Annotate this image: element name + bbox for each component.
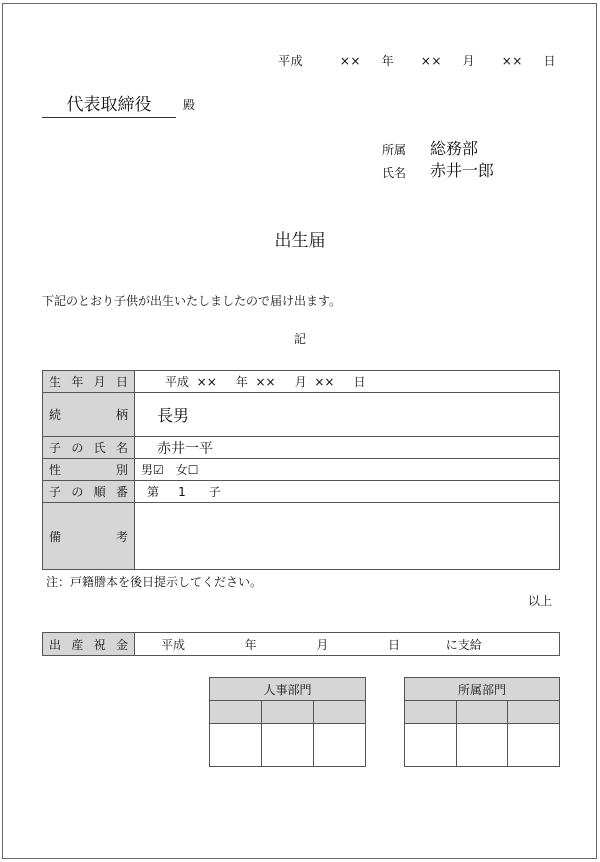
child-order-value: 第 1 子 (135, 481, 560, 503)
table-row (43, 503, 560, 570)
sex-value: 男☑ 女☐ (135, 459, 560, 481)
dept-stamp-subheader (405, 701, 457, 724)
date-day-unit: 日 (543, 54, 556, 68)
hr-stamp-subheader (314, 701, 366, 724)
table-row (43, 633, 560, 656)
hr-stamp-cell (210, 724, 262, 767)
date-year: ×× (339, 54, 361, 68)
intro-text: 下記のとおり子供が出生いたしましたので届け出ます。 (42, 294, 342, 308)
addressee-honorific: 殿 (183, 98, 196, 112)
closing-ijo: 以上 (527, 594, 552, 608)
relation-label: 続 柄 (43, 393, 135, 437)
hr-stamp-subheader (262, 701, 314, 724)
hr-stamp-cell (314, 724, 366, 767)
relation-value: 長男 (135, 393, 560, 437)
sender-dept-value: 総務部 (430, 139, 479, 158)
table-row (43, 437, 560, 459)
date-month: ×× (420, 54, 442, 68)
dept-approval-box (404, 677, 560, 767)
hr-stamp-cell (262, 724, 314, 767)
birth-gift-value: 平成 年 月 日 に支給 (135, 633, 560, 656)
sender-dept-label: 所属 (382, 143, 407, 157)
birth-date-label: 生 年 月 日 (43, 371, 135, 393)
remarks-label: 備 考 (43, 503, 135, 570)
birth-report-table (42, 370, 560, 570)
date-era: 平成 (278, 54, 304, 68)
sender-name-label: 氏名 (382, 166, 407, 180)
date-year-unit: 年 (381, 54, 395, 68)
table-row (43, 459, 560, 481)
table-row (43, 393, 560, 437)
note-text: 注：戸籍謄本を後日提示してください。 (46, 575, 263, 589)
document-title: 出生届 (274, 231, 326, 251)
table-row (43, 481, 560, 503)
sex-label: 性 別 (43, 459, 135, 481)
hr-approval-box (209, 677, 366, 767)
table-row (43, 371, 560, 393)
dept-stamp-subheader (508, 701, 560, 724)
hr-stamp-subheader (210, 701, 262, 724)
date-day: ×× (501, 54, 523, 68)
remarks-value (135, 503, 560, 570)
child-name-value: 赤井一平 (135, 437, 560, 459)
birth-date-value: 平成 ×× 年 ×× 月 ×× 日 (135, 371, 560, 393)
child-name-label: 子 の 氏 名 (43, 437, 135, 459)
dept-approval-header: 所属部門 (405, 678, 560, 701)
birth-gift-table (42, 632, 560, 656)
dept-stamp-cell (456, 724, 508, 767)
dept-stamp-subheader (456, 701, 508, 724)
dept-stamp-cell (508, 724, 560, 767)
sender-name-value: 赤井一郎 (430, 161, 495, 180)
dept-stamp-cell (405, 724, 457, 767)
document-date (278, 52, 556, 69)
addressee-name: 代表取締役 (42, 90, 176, 118)
hr-approval-header: 人事部門 (210, 678, 366, 701)
child-order-label: 子 の 順 番 (43, 481, 135, 503)
date-month-unit: 月 (462, 54, 476, 68)
ki-marker: 記 (293, 332, 306, 346)
birth-gift-label: 出 産 祝 金 (43, 633, 135, 656)
